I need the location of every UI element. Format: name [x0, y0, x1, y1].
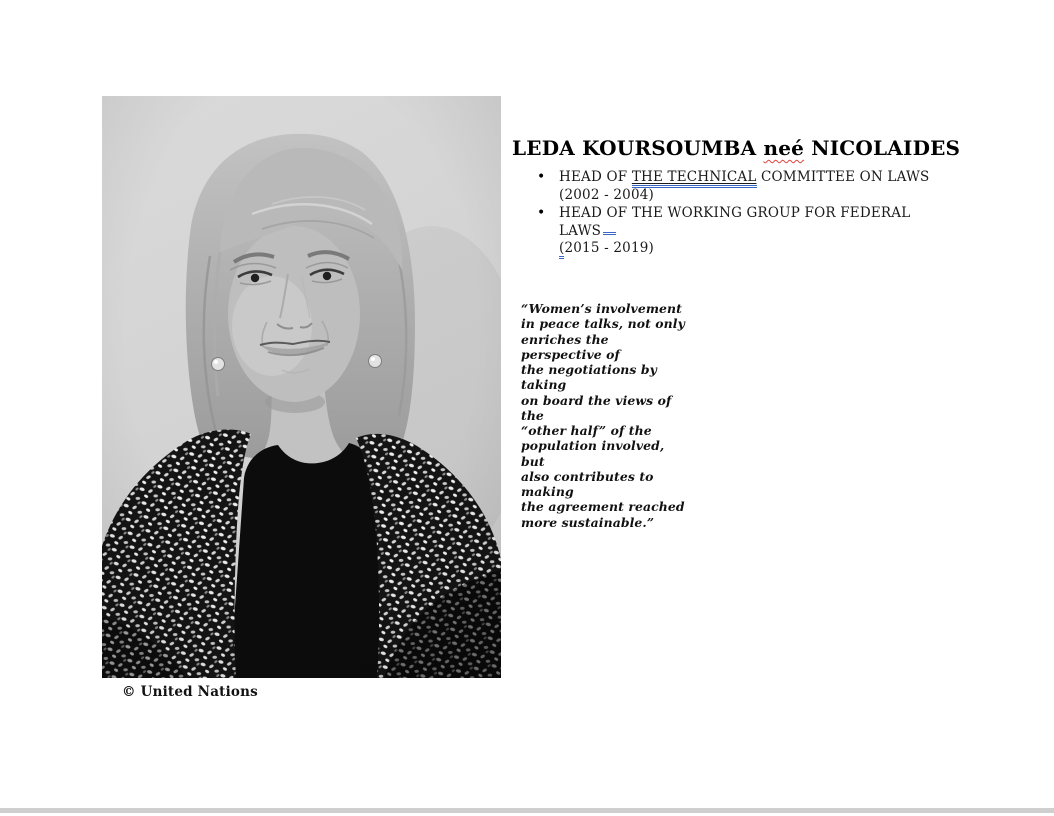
portrait-photo — [102, 96, 501, 678]
title-part2: NICOLAIDES — [804, 136, 961, 160]
quote-line: the agreement reached — [521, 499, 685, 515]
page-title — [512, 136, 961, 160]
portrait-figure — [102, 96, 501, 678]
quote-line: on board the views of the — [521, 392, 672, 423]
quote-line: “Women’s involvement — [521, 301, 682, 316]
role1-pre: HEAD OF — [559, 169, 632, 185]
quote-line: “other half” of the — [521, 423, 652, 438]
grammar-space-mark — [603, 224, 616, 235]
role-item-technical-committee — [536, 169, 946, 204]
role-item-working-group — [536, 205, 946, 258]
role1-post: COMMITTEE ON LAWS — [756, 169, 930, 185]
pull-quote — [521, 301, 691, 530]
role2-grammar-marked-paren: ( — [559, 240, 564, 259]
title-part1: LEDA KOURSOUMBA — [512, 136, 764, 160]
quote-line: population involved, but — [521, 438, 665, 469]
photo-credit: © United Nations — [122, 684, 258, 700]
quote-line: more sustainable.” — [521, 514, 655, 530]
quote-line: the negotiations by taking — [521, 362, 657, 393]
role1-years: (2002 - 2004) — [559, 186, 654, 203]
page-bottom-edge — [0, 808, 1054, 813]
quote-line: also contributes to making — [521, 468, 654, 499]
quote-line: in peace talks, not only — [521, 316, 685, 332]
role2-years: 2015 - 2019) — [564, 240, 654, 257]
role2-line1: HEAD OF THE WORKING GROUP FOR FEDERAL LAWS — [559, 205, 911, 239]
roles-list — [536, 169, 946, 259]
title-misspelled-word: neé — [763, 136, 805, 160]
quote-line: enriches the perspective of — [521, 331, 620, 362]
role1-grammar-marked-text: THE TECHNICAL — [632, 169, 757, 188]
portrait-photo-art — [102, 96, 501, 678]
